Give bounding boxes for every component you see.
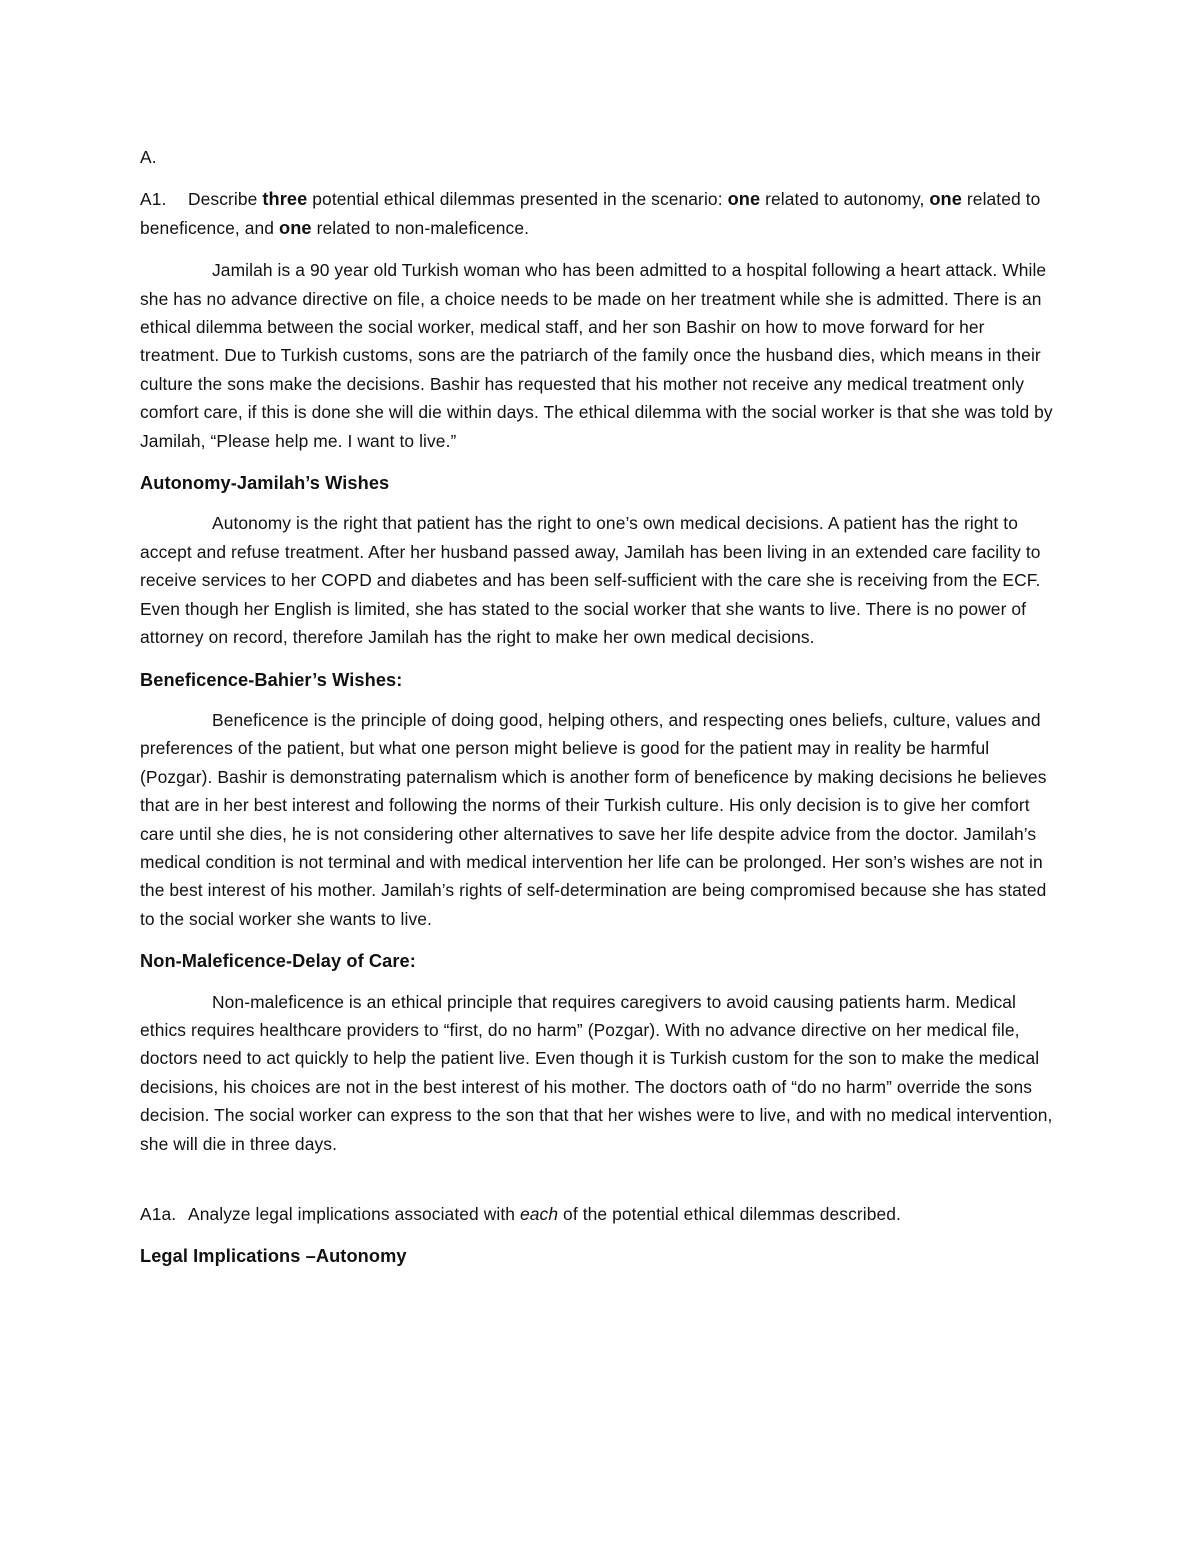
question-a1-text-5: related to non-maleficence.	[311, 217, 530, 238]
section-heading-non-maleficence: Non-Maleficence-Delay of Care:	[140, 951, 416, 972]
section-heading-legal-autonomy: Legal Implications –Autonomy	[140, 1246, 407, 1267]
question-a1a-number: A1a.	[140, 1204, 177, 1224]
question-a1	[140, 185, 1060, 242]
section-label: A.	[140, 147, 157, 167]
question-a1a-emphasis-each: each	[520, 1204, 559, 1224]
question-a1-emphasis-one-c: one	[279, 217, 312, 238]
question-a1-emphasis-one-a: one	[727, 189, 761, 210]
blank-line	[140, 1172, 1060, 1200]
question-a1-text-3: related to autonomy,	[760, 189, 930, 210]
question-a1-text-4: related to beneficence, and	[140, 189, 1041, 238]
section-paragraph-non-maleficence: Non-maleficence is an ethical principle that requires caregivers to avoid causing patients harm. Medical ethics requires healthcare providers to “first, do no harm” (Pozgar). With no advance directive on her medical file, doctors need to act quickly to help the patient live. Even though it is Turkish custom for the son to make the medical decisions, his choices are not in the best interest of his mother. The doctors oath of “do no harm” override the sons decision. The social worker can express to the son that that her wishes were to live, and with no medical intervention, she will die in three days.	[140, 991, 1053, 1154]
question-a1a-text-2: of the potential ethical dilemmas described.	[558, 1204, 901, 1224]
question-a1-emphasis-one-b: one	[929, 189, 962, 210]
question-a1-emphasis-three: three	[262, 189, 308, 210]
section-paragraph-autonomy: Autonomy is the right that patient has the right to one’s own medical decisions. A patient has the right to accept and refuse treatment. After her husband passed away, Jamilah has been living in an extended care facility to receive services to her COPD and diabetes and has been self-sufficient with the care she is receiving from the ECF. Even though her English is limited, she has stated to the social worker that she wants to live. There is no power of attorney on record, therefore Jamilah has the right to make her own medical decisions.	[140, 513, 1041, 648]
question-a1a-text-1: Analyze legal implications associated with	[188, 1204, 520, 1224]
question-a1-text-1: Describe	[188, 189, 263, 210]
question-a1-text-2: potential ethical dilemmas presented in the scenario:	[307, 189, 728, 210]
intro-paragraph: Jamilah is a 90 year old Turkish woman who has been admitted to a hospital following a heart attack. While she has no advance directive on file, a choice needs to be made on her treatment while she is admitted. There is an ethical dilemma between the social worker, medical staff, and her son Bashir on how to move forward for her treatment. Due to Turkish customs, sons are the patriarch of the family once the husband dies, which means in their culture the sons make the decisions. Bashir has requested that his mother not receive any medical treatment only comfort care, if this is done she will die within days. The ethical dilemma with the social worker is that she was told by Jamilah, “Please help me. I want to live.”	[140, 260, 1053, 451]
question-a1a	[140, 1200, 1060, 1228]
question-a1-number: A1.	[140, 189, 167, 210]
section-paragraph-beneficence: Beneficence is the principle of doing good, helping others, and respecting ones beliefs, culture, values and preferences of the patient, but what one person might believe is good for the patient may in reality be harmful (Pozgar). Bashir is demonstrating paternalism which is another form of beneficence by making decisions he believes that are in her best interest and following the norms of their Turkish culture. His only decision is to give her comfort care until she dies, he is not considering other alternatives to save her life despite advice from the doctor. Jamilah’s medical condition is not terminal and with medical intervention her life can be prolonged. Her son’s wishes are not in the best interest of his mother. Jamilah’s rights of self-determination are being compromised because she has stated to the social worker she wants to live.	[140, 709, 1047, 929]
section-heading-autonomy: Autonomy-Jamilah’s Wishes	[140, 473, 390, 494]
section-heading-beneficence: Beneficence-Bahier’s Wishes:	[140, 669, 403, 690]
